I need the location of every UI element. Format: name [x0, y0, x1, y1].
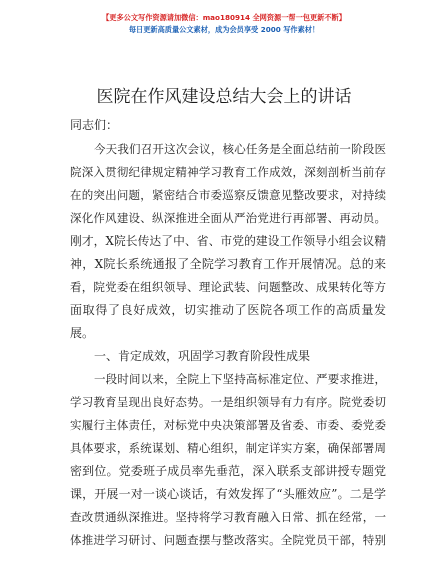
paragraph-line: 一段时间以来，全院上下坚持高标准定位、严要求推进， — [94, 372, 386, 386]
promo-banner-line-2: 每日更新高质量公文素材，成为会员享受 2000 写作素材！ — [128, 25, 320, 34]
paragraph-line: 实履行主体责任，对标党中央决策部署及省委、市委、委党委 — [70, 418, 386, 432]
paragraph-line: 深化作风建设、纵深推进全面从严治党进行再部署、再动员。 — [70, 211, 386, 225]
paragraph-line: 课，开展一对一谈心谈话，有效发挥了“头雁效应”。二是学 — [70, 487, 386, 501]
promo-banner-line-1: 【更多公文写作资源请加微信：mao180914 全网资源一帮一包更新不断】 — [102, 13, 346, 22]
greeting: 同志们： — [70, 118, 119, 132]
paragraph-line: 神，X院长系统通报了全院学习教育工作开展情况。总的来 — [70, 257, 386, 271]
paragraph-line: 展。 — [70, 326, 95, 340]
paragraph-line: 看，院党委在组织领导、理论武装、问题整改、成果转化等方 — [70, 280, 386, 294]
paragraph-line: 查改贯通纵深推进。坚持将学习教育融入日常、抓在经常，一 — [70, 510, 386, 524]
paragraph-line: 院深入贯彻纪律规定精神学习教育工作成效，深刻剖析当前存 — [70, 165, 386, 179]
paragraph-line: 刚才，X院长传达了中、省、市党的建设工作领导小组会议精 — [70, 234, 386, 248]
paragraph-line: 学习教育呈现出良好态势。一是组织领导有力有序。院党委切 — [70, 395, 386, 409]
section-heading: 一、肯定成效，巩固学习教育阶段性成果 — [94, 349, 311, 363]
paragraph-line: 面取得了良好成效，切实推动了医院各项工作的高质量发 — [70, 303, 386, 317]
paragraph-line: 在的突出问题，紧密结合市委巡察反馈意见整改要求，对持续 — [70, 188, 386, 202]
paragraph-line: 体推进学习研讨、问题查摆与整改落实。全院党员干部，特别 — [70, 533, 386, 547]
document-title: 医院在作风建设总结大会上的讲话 — [96, 87, 352, 107]
paragraph-line: 具体要求，系统谋划、精心组织，制定详实方案，确保部署周 — [70, 441, 386, 455]
paragraph-line: 密到位。党委班子成员率先垂范，深入联系支部讲授专题党 — [70, 464, 386, 478]
paragraph-line: 今天我们召开这次会议，核心任务是全面总结前一阶段医 — [94, 142, 386, 156]
